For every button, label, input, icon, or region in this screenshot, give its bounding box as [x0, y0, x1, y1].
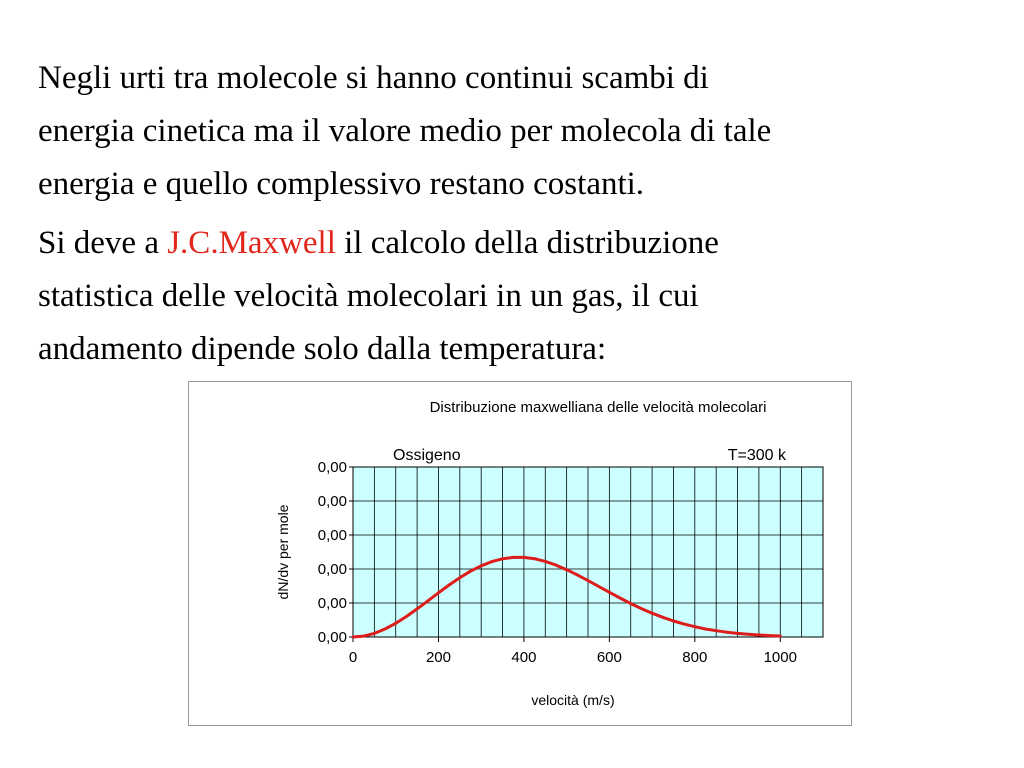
intro-paragraph: [38, 52, 998, 211]
maxwell-line-2: statistica delle velocità molecolari in un gas, il cui: [38, 278, 699, 314]
intro-line-2: energia cinetica ma il valore medio per molecola di tale: [38, 113, 772, 149]
curve-data-point: [576, 574, 579, 577]
y-tick-label: 0,00: [317, 493, 347, 510]
x-tick-label: 800: [682, 649, 708, 666]
x-tick-label: 400: [511, 649, 537, 666]
curve-data-point: [555, 564, 558, 567]
curve-data-point: [480, 564, 483, 567]
y-axis-label: dN/dv per mole: [275, 504, 291, 600]
curve-data-point: [416, 608, 419, 611]
curve-data-point: [362, 635, 365, 638]
curve-data-point: [779, 635, 782, 638]
curve-data-point: [640, 607, 643, 610]
curve-data-point: [533, 557, 536, 560]
maxwell-paragraph: [38, 217, 998, 376]
curve-data-point: [715, 629, 718, 632]
curve-data-point: [629, 602, 632, 605]
curve-data-point: [683, 623, 686, 626]
x-tick-label: 600: [596, 649, 622, 666]
curve-data-point: [672, 620, 675, 623]
curve-data-point: [693, 625, 696, 628]
maxwell-line-1: [38, 217, 998, 270]
curve-data-point: [736, 632, 739, 635]
maxwell-line-1-end: il calcolo della distribuzione: [335, 225, 719, 261]
curve-data-point: [523, 556, 526, 559]
curve-data-point: [608, 591, 611, 594]
x-tick-label: 0: [348, 649, 358, 666]
y-tick-label: 0,00: [317, 595, 347, 612]
curve-data-point: [448, 584, 451, 587]
curve-data-point: [768, 634, 771, 637]
curve-data-point: [726, 631, 729, 634]
curve-data-point: [458, 576, 461, 579]
x-axis-label: velocità (m/s): [531, 692, 615, 708]
curve-data-point: [469, 570, 472, 573]
intro-line-1: Negli urti tra molecole si hanno continui scambi di: [38, 60, 709, 96]
curve-data-point: [544, 560, 547, 563]
curve-data-point: [587, 579, 590, 582]
curve-data-point: [651, 612, 654, 615]
x-tick-label: 1000: [763, 649, 797, 666]
curve-data-point: [437, 591, 440, 594]
curve-data-point: [501, 557, 504, 560]
curve-data-point: [597, 585, 600, 588]
chart-title: Distribuzione maxwelliana delle velocità molecolari: [429, 399, 767, 416]
curve-data-point: [565, 568, 568, 571]
curve-data-point: [512, 556, 515, 559]
maxwell-name-highlight: J.C.Maxwell: [167, 225, 336, 261]
y-tick-label: 0,00: [317, 629, 347, 646]
curve-data-point: [384, 628, 387, 631]
curve-data-point: [394, 622, 397, 625]
curve-data-point: [405, 615, 408, 618]
x-tick-label: 200: [425, 649, 451, 666]
maxwell-distribution-chart: [188, 381, 852, 726]
y-tick-label: 0,00: [317, 561, 347, 578]
curve-data-point: [619, 597, 622, 600]
gas-label: Ossigeno: [393, 447, 461, 464]
maxwell-line-1-start: Si deve a: [38, 225, 168, 261]
intro-line-3: energia e quello complessivo restano costanti.: [38, 166, 645, 202]
curve-data-point: [426, 600, 429, 603]
temperature-label: T=300 k: [727, 447, 786, 464]
curve-data-point: [352, 636, 355, 639]
curve-data-point: [704, 628, 707, 631]
y-tick-label: 0,00: [317, 527, 347, 544]
curve-data-point: [373, 632, 376, 635]
curve-data-point: [758, 634, 761, 637]
curve-data-point: [491, 560, 494, 563]
curve-data-point: [661, 616, 664, 619]
maxwell-line-3: andamento dipende solo dalla temperatura:: [38, 331, 607, 367]
y-tick-label: 0,00: [317, 459, 347, 476]
curve-data-point: [747, 633, 750, 636]
